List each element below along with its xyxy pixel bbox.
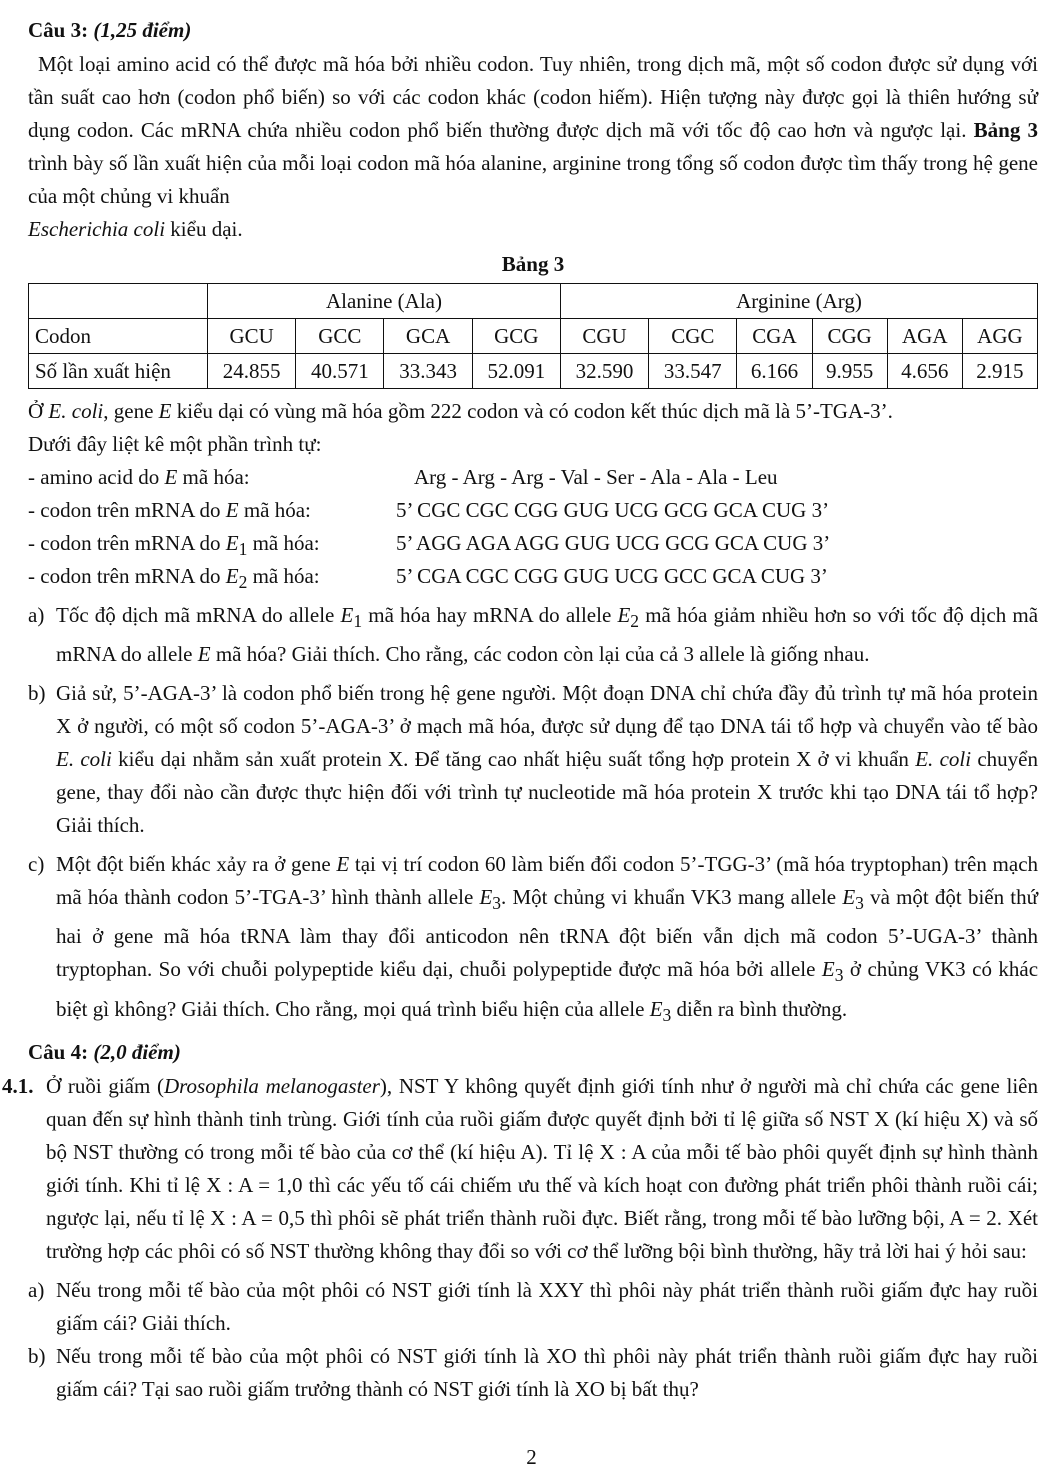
item-marker: b) bbox=[28, 681, 46, 706]
group-ala: Alanine (Ala) bbox=[208, 284, 561, 319]
species-name: Drosophila melanogaster bbox=[164, 1073, 380, 1098]
gene-symbol: E bbox=[336, 852, 350, 877]
text: ở chủng VK3 có khác biệt gì không? Giải thích. Cho rằng, mọi quá trình biểu hiện của allele bbox=[56, 957, 1039, 1021]
seq-label: - codon trên mRNA do bbox=[28, 531, 221, 555]
text: Một đột biến khác xảy ra ở gene bbox=[56, 852, 331, 877]
allele-symbol: E bbox=[164, 465, 178, 489]
seq-row bbox=[28, 560, 1038, 593]
count-cell: 4.656 bbox=[887, 354, 962, 389]
seq-label-end: mã hóa: bbox=[252, 531, 320, 555]
q3-heading bbox=[28, 14, 1038, 48]
item-text: Nếu trong mỗi tế bào của một phôi có NST giới tính là XO thì phôi này phát triển thành ruồi giấm đực hay ruồi giấm cái? Tại sao ruồi giấm trưởng thành có NST giới tính là XO bị bất thụ? bbox=[56, 1343, 1038, 1401]
seq-label: - codon trên mRNA do bbox=[28, 564, 221, 588]
text: . Một chủng vi khuẩn VK3 mang allele bbox=[501, 885, 837, 910]
count-cell: 32.590 bbox=[560, 354, 648, 389]
allele-subscript: 2 bbox=[238, 572, 248, 593]
table-codon-row bbox=[29, 319, 1038, 354]
allele-symbol: E bbox=[479, 885, 493, 910]
allele-subscript: 1 bbox=[353, 611, 363, 632]
codon-cell: CGG bbox=[812, 319, 887, 354]
count-cell: 40.571 bbox=[296, 354, 384, 389]
codon-cell: CGA bbox=[737, 319, 812, 354]
seq-value: 5’ AGG AGA AGG GUG UCG GCG GCA CUG 3’ bbox=[396, 531, 831, 555]
text: kiểu dại có vùng mã hóa gồm 222 codon và có codon kết thúc dịch mã là 5’-TGA-3’. bbox=[176, 399, 893, 423]
allele-symbol: E bbox=[821, 957, 835, 982]
question-3a bbox=[28, 599, 1038, 671]
count-row-label: Số lần xuất hiện bbox=[29, 354, 208, 389]
table-group-row bbox=[29, 284, 1038, 319]
seq-row bbox=[28, 527, 1038, 560]
allele-symbol: E bbox=[225, 531, 239, 555]
seq-value: 5’ CGC CGC CGG GUG UCG GCG GCA CUG 3’ bbox=[396, 498, 830, 522]
text: , gene bbox=[103, 399, 154, 423]
codon-cell: GCC bbox=[296, 319, 384, 354]
text: Giả sử, 5’-AGA-3’ là codon phổ biến trong hệ gene người. Một đoạn DNA chỉ chứa đầy đủ trình tự mã hóa protein X ở người, có một số codon 5’-AGA-3’ ở mạch mã hóa, được sử dụng để tạo DNA tái tổ hợp và chuyển vào tế bào bbox=[56, 681, 1038, 739]
item-marker: c) bbox=[28, 852, 45, 877]
item-marker: b) bbox=[28, 1343, 46, 1368]
text: diễn ra bình thường. bbox=[676, 996, 848, 1021]
seq-value: Arg - Arg - Arg - Val - Ser - Ala - Ala - Leu bbox=[414, 465, 778, 489]
text: ), NST Y không quyết định giới tính như ở người mà chỉ chứa các gene liên quan đến sự hình thành tinh trùng. Giới tính của ruồi giấm được quyết định bởi tỉ lệ giữa số NST X (kí hiệu X) và số bộ NST thường có trong mỗi tế bào của cơ thể (kí hiệu A). Tỉ lệ X : A của mỗi tế bào phôi quyết định sự hình thành giới tính. Khi tỉ lệ X : A = 1,0 thì các yếu tố cái chiếm ưu thế và kích hoạt con đường phát triển phôi thành ruồi cái; ngược lại, nếu tỉ lệ X : A = 0,5 thì phôi sẽ phát triển thành ruồi đực. Biết rằng, trong mỗi tế bào lưỡng bội, A = 2. Xét trường hợp các phôi có số NST thường không thay đổi so với cơ thể lưỡng bội bình thường, hãy trả lời hai ý hỏi sau: bbox=[46, 1073, 1038, 1263]
item-number: 4.1. bbox=[2, 1073, 34, 1098]
text: tại vị trí codon 60 làm biến đổi codon 5’-TGG-3’ (mã hóa tryptophan) trên mạch mã hóa thành codon 5’-TGA-3’ hình thành allele bbox=[56, 852, 1039, 910]
q3-intro-species: Escherichia coli bbox=[28, 217, 166, 241]
allele-symbol: E bbox=[225, 498, 239, 522]
species-abbrev: E. coli bbox=[48, 399, 104, 423]
question-3b bbox=[28, 677, 1038, 842]
table-count-row bbox=[29, 354, 1038, 389]
text: chuyển gene, thay đổi nào cần được thực hiện đối với trình tự nucleotide mã hóa protein X trước khi tạo DNA tái tổ hợp? Giải thích. bbox=[56, 747, 1039, 838]
codon-table bbox=[28, 283, 1038, 389]
q3-intro-text: Một loại amino acid có thể được mã hóa bởi nhiều codon. Tuy nhiên, trong dịch mã, một số codon được sử dụng với tần suất cao hơn (codon phổ biến) so với các codon khác (codon hiếm). Hiện tượng này được gọi là thiên hướng sử dụng codon. Các mRNA chứa nhiều codon phổ biến thường được dịch mã với tốc độ cao hơn và ngược lại. bbox=[28, 52, 1038, 142]
text: Ở ruồi giấm ( bbox=[46, 1073, 164, 1098]
text: mã hóa? Giải thích. Cho rằng, các codon còn lại của cả 3 allele là giống nhau. bbox=[215, 642, 870, 667]
text: mã hóa giảm nhiều hơn so với tốc độ dịch mã mRNA do allele bbox=[56, 603, 1039, 667]
codon-cell: AGG bbox=[962, 319, 1037, 354]
allele-symbol: E bbox=[197, 642, 211, 667]
allele-symbol: E bbox=[617, 603, 631, 627]
question-4-1 bbox=[2, 1070, 1038, 1268]
count-cell: 24.855 bbox=[208, 354, 296, 389]
q3-intro-text-2: trình bày số lần xuất hiện của mỗi loại codon mã hóa alanine, arginine trong tổng số codon được tìm thấy trong hệ gene của một chủng vi khuẩn bbox=[28, 151, 1038, 208]
allele-symbol: E bbox=[340, 603, 354, 627]
text: kiểu dại nhằm sản xuất protein X. Để tăng cao nhất hiệu suất tổng hợp protein X ở vi khuẩn bbox=[118, 747, 909, 772]
group-arg: Arginine (Arg) bbox=[560, 284, 1037, 319]
table-corner-cell bbox=[29, 284, 208, 319]
count-cell: 2.915 bbox=[962, 354, 1037, 389]
q4-points: (2,0 điểm) bbox=[93, 1039, 181, 1064]
gene-symbol: E bbox=[158, 399, 172, 423]
q3-intro bbox=[28, 48, 1038, 246]
q3-title: Câu 3: bbox=[28, 18, 89, 42]
count-cell: 33.343 bbox=[384, 354, 472, 389]
text: và một đột biến thứ hai ở gene mã hóa tRNA làm thay đổi anticodon nên tRNA đột biến vẫn dịch mã codon 5’-UGA-3’ thành tryptophan. So với chuỗi polypeptide kiểu dại, chuỗi polypeptide được mã hóa bởi allele bbox=[56, 885, 1039, 982]
text: Ở bbox=[28, 399, 44, 423]
codon-row-label: Codon bbox=[29, 319, 208, 354]
codon-cell: GCU bbox=[208, 319, 296, 354]
table-caption: Bảng 3 bbox=[501, 252, 565, 276]
text: Tốc độ dịch mã mRNA do allele bbox=[56, 603, 335, 627]
text: mã hóa hay mRNA do allele bbox=[368, 603, 612, 627]
count-cell: 33.547 bbox=[649, 354, 737, 389]
question-4a bbox=[28, 1274, 1038, 1340]
item-marker: a) bbox=[28, 603, 45, 627]
q4-title: Câu 4: bbox=[28, 1039, 89, 1064]
q3-points: (1,25 điểm) bbox=[93, 18, 192, 42]
q3-intro-text-3: kiểu dại. bbox=[170, 217, 243, 241]
seq-label-end: mã hóa: bbox=[182, 465, 250, 489]
allele-symbol: E bbox=[842, 885, 856, 910]
allele-symbol: E bbox=[225, 564, 239, 588]
species-abbrev: E. coli bbox=[56, 747, 112, 772]
count-cell: 9.955 bbox=[812, 354, 887, 389]
item-marker: a) bbox=[28, 1277, 45, 1302]
seq-label: - codon trên mRNA do bbox=[28, 498, 221, 522]
gene-description bbox=[28, 395, 1038, 428]
codon-cell: CGU bbox=[560, 319, 648, 354]
seq-value: 5’ CGA CGC CGG GUG UCG GCC GCA CUG 3’ bbox=[396, 564, 828, 588]
allele-subscript: 3 bbox=[662, 1004, 672, 1025]
seq-row bbox=[28, 461, 1038, 494]
question-3c bbox=[28, 848, 1038, 1032]
codon-cell: GCA bbox=[384, 319, 472, 354]
allele-symbol: E bbox=[649, 996, 663, 1021]
q4-heading bbox=[28, 1036, 1038, 1070]
item-text bbox=[46, 1070, 1038, 1268]
seq-label: - amino acid do bbox=[28, 465, 160, 489]
q3-intro-table-ref: Bảng 3 bbox=[973, 118, 1038, 142]
seq-row bbox=[28, 494, 1038, 527]
seq-label-end: mã hóa: bbox=[243, 498, 311, 522]
exam-page bbox=[2, 14, 1039, 1406]
allele-subscript: 2 bbox=[630, 611, 640, 632]
page-number: 2 bbox=[526, 1445, 537, 1469]
allele-subscript: 1 bbox=[238, 539, 248, 560]
sequence-intro: Dưới đây liệt kê một phần trình tự: bbox=[28, 432, 322, 456]
count-cell: 6.166 bbox=[737, 354, 812, 389]
item-text bbox=[56, 599, 1038, 671]
allele-subscript: 3 bbox=[492, 893, 502, 914]
seq-label-end: mã hóa: bbox=[252, 564, 320, 588]
item-text: Nếu trong mỗi tế bào của một phôi có NST giới tính là XXY thì phôi này phát triển thành ruồi giấm đực hay ruồi giấm cái? Giải thích. bbox=[56, 1277, 1038, 1335]
count-cell: 52.091 bbox=[472, 354, 560, 389]
codon-cell: CGC bbox=[649, 319, 737, 354]
species-abbrev: E. coli bbox=[915, 747, 972, 772]
allele-subscript: 3 bbox=[855, 893, 864, 914]
question-4b bbox=[28, 1340, 1038, 1406]
item-text bbox=[56, 677, 1038, 842]
codon-cell: GCG bbox=[472, 319, 560, 354]
codon-cell: AGA bbox=[887, 319, 962, 354]
item-text bbox=[56, 848, 1038, 1032]
allele-subscript: 3 bbox=[834, 965, 844, 986]
